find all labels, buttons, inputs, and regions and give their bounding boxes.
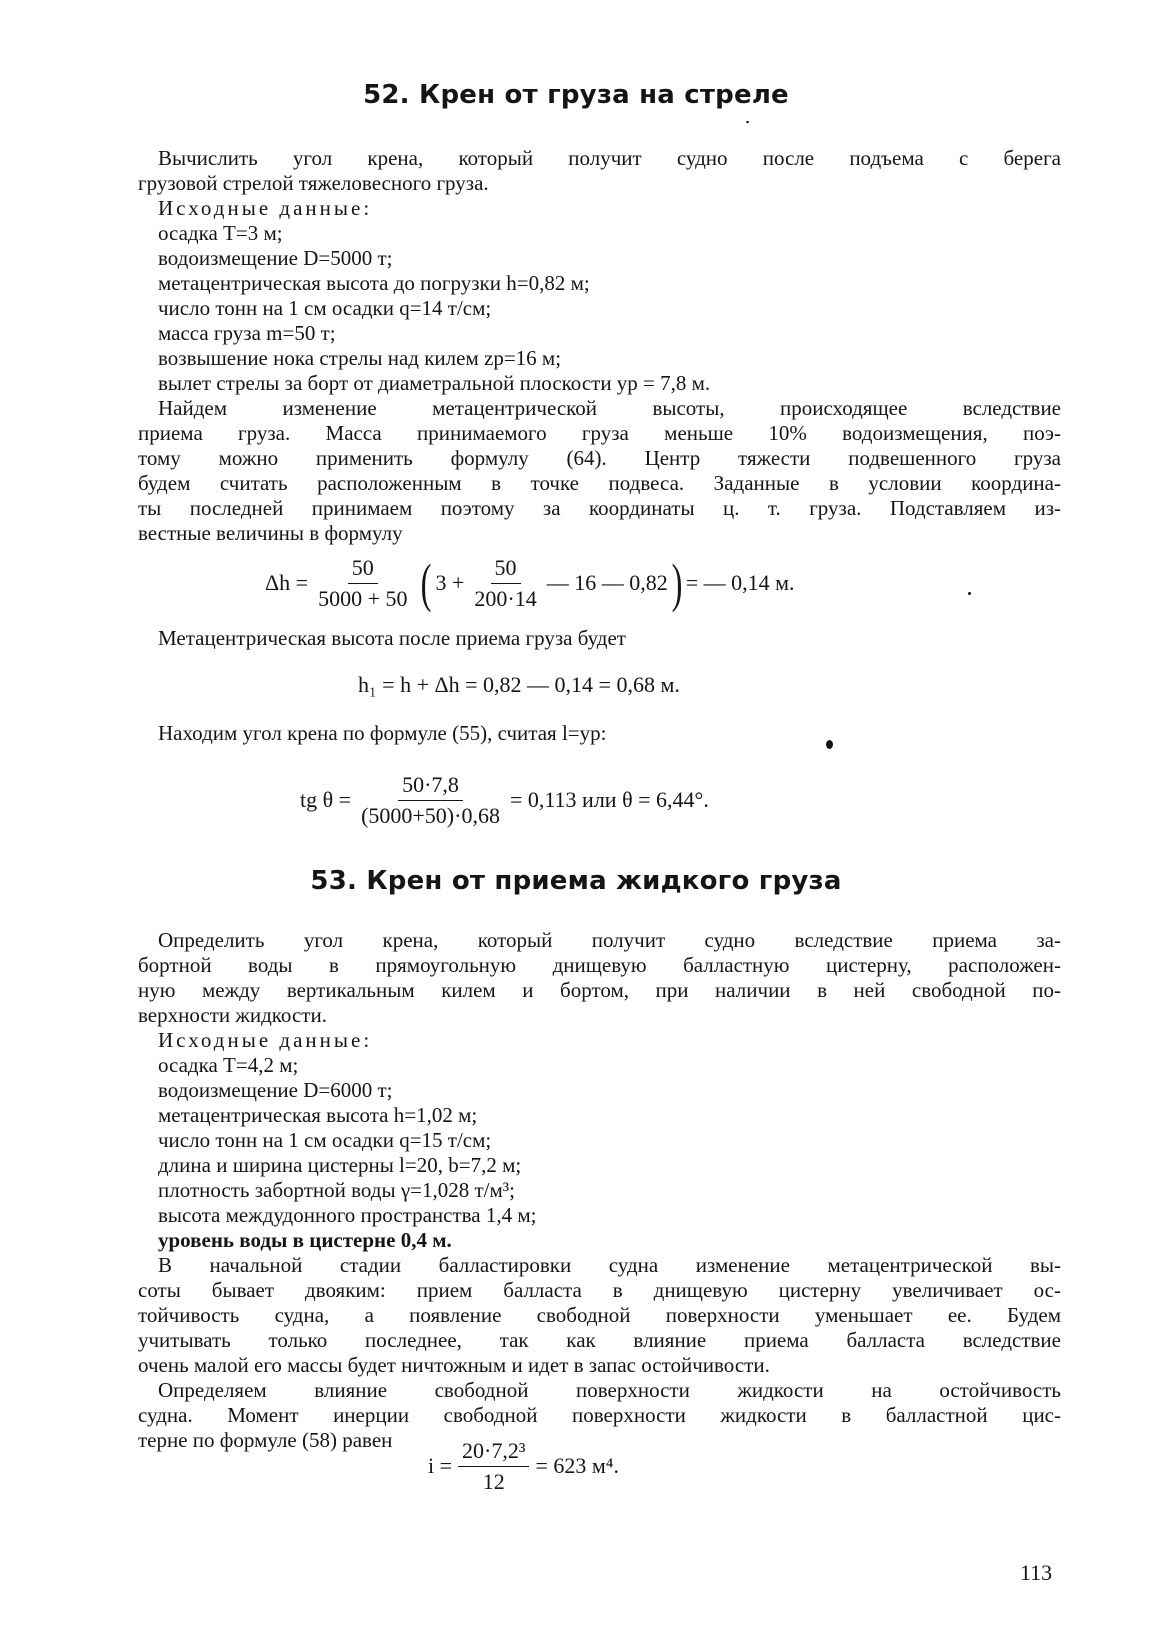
given-item: метацентрическая высота до погрузки h=0,82 м; [158, 271, 590, 295]
fraction-numerator: 50·7,8 [398, 773, 463, 801]
text-line: учитывать только последнее, так как влияние приема балласта вследствие [138, 1328, 1061, 1352]
formula-term: — 16 — 0,82 [546, 570, 668, 595]
formula-lhs: i = [428, 1453, 453, 1478]
text-line: бортной воды в прямоугольную днищевую балластную цистерну, расположен- [138, 953, 1061, 977]
text-line: тому можно применить формулу (64). Центр тяжести подвешенного груза [138, 446, 1061, 470]
formula-lhs: Δh = [265, 570, 309, 595]
fraction-numerator: 20·7,2³ [458, 1439, 529, 1467]
text-line: В начальной стадии балластировки судна изменение метацентрической вы- [158, 1253, 1061, 1277]
given-item: возвышение нока стрелы над килем zp=16 м; [158, 346, 562, 370]
formula-delta-h [265, 548, 795, 618]
text-line: Определить угол крена, который получит судно вследствие приема за- [158, 928, 1061, 952]
fraction [458, 1439, 529, 1494]
fraction-numerator: 50 [348, 556, 378, 584]
section-52-heading: 52. Крен от груза на стреле [363, 80, 789, 110]
scan-speck [746, 121, 749, 123]
formula-term: 3 + [435, 570, 465, 595]
given-item: осадка T=3 м; [158, 221, 283, 245]
scan-speck [968, 592, 971, 595]
scan-speck [826, 740, 833, 749]
formula-rhs: = 0,113 или θ = 6,44°. [509, 787, 709, 812]
given-data-label: Исходные данные: [158, 1028, 373, 1052]
given-item: высота междудонного пространства 1,4 м; [158, 1203, 537, 1227]
text-line: судна. Момент инерции свободной поверхности жидкости в балластной цис- [138, 1403, 1061, 1427]
formula-rhs: = 623 м⁴. [535, 1453, 619, 1478]
text-line: соты бывает двояким: прием балласта в днищевую цистерну увеличивает ос- [138, 1278, 1061, 1302]
fraction-denominator: 200·14 [474, 585, 537, 611]
given-item: плотность забортной воды γ=1,028 т/м³; [158, 1178, 515, 1202]
fraction-numerator: 50 [491, 556, 521, 584]
formula-text: h₁ = h + Δh = 0,82 — 0,14 = 0,68 м. [358, 672, 680, 697]
given-item: водоизмещение D=6000 т; [158, 1078, 393, 1102]
text-line: приема груза. Масса принимаемого груза меньше 10% водоизмещения, поэ- [138, 421, 1061, 445]
given-item: водоизмещение D=5000 т; [158, 246, 393, 270]
page-number: 113 [1020, 1560, 1053, 1585]
section-52-body [138, 146, 1061, 546]
given-item: длина и ширина цистерны l=20, b=7,2 м; [158, 1153, 522, 1177]
given-data-label: Исходные данные: [158, 196, 373, 220]
formula-lhs: tg θ = [300, 787, 352, 812]
text-line: тойчивость судна, а появление свободной поверхности уменьшает ее. Будем [138, 1303, 1061, 1327]
given-item: число тонн на 1 см осадки q=15 т/см; [158, 1128, 492, 1152]
fraction-denominator: 12 [482, 1468, 505, 1494]
text-line: Вычислить угол крена, который получит судно после подъема с берега [158, 146, 1061, 170]
right-paren: ) [671, 553, 683, 613]
fraction [470, 556, 540, 611]
text-line: грузовой стрелой тяжеловесного груза. [138, 171, 489, 195]
text-line: ты последней принимаем поэтому за координаты ц. т. груза. Подставляем из- [138, 496, 1061, 520]
formula-tg-theta [300, 768, 709, 832]
given-item: метацентрическая высота h=1,02 м; [158, 1103, 478, 1127]
section-53-body [138, 928, 1061, 1453]
text-after-formula-2 [138, 721, 1061, 746]
text-line: Находим угол крена по формуле (55), считая l=yp: [158, 721, 607, 745]
text-line: Метацентрическая высота после приема груза будет [158, 626, 626, 650]
text-line: вестные величины в формулу [138, 521, 403, 545]
given-item: осадка T=4,2 м; [158, 1053, 299, 1077]
text-line: будем считать расположенным в точке подвеса. Заданные в условии координа- [138, 471, 1061, 495]
section-53-heading: 53. Крен от приема жидкого груза [310, 866, 842, 896]
formula-h1 [358, 672, 680, 698]
fraction [357, 773, 504, 828]
formula-moment-of-inertia [428, 1434, 619, 1498]
text-line: Найдем изменение метацентрической высоты, происходящее вследствие [158, 396, 1061, 420]
given-item: число тонн на 1 см осадки q=14 т/см; [158, 296, 492, 320]
fraction [314, 556, 411, 611]
formula-rhs: = — 0,14 м. [685, 570, 795, 595]
text-line: очень малой его массы будет ничтожным и идет в запас остойчивости. [138, 1353, 770, 1377]
text-after-formula-1 [138, 626, 1061, 651]
fraction-denominator: (5000+50)·0,68 [361, 802, 500, 828]
text-line: ную между вертикальным килем и бортом, при наличии в ней свободной по- [138, 978, 1061, 1002]
text-line: терне по формуле (58) равен [138, 1428, 393, 1452]
left-paren: ( [421, 553, 432, 613]
text-line: Определяем влияние свободной поверхности жидкости на остойчивость [158, 1378, 1061, 1402]
fraction-denominator: 5000 + 50 [318, 585, 408, 611]
given-item: вылет стрелы за борт от диаметральной плоскости yp = 7,8 м. [158, 371, 711, 395]
given-item: уровень воды в цистерне 0,4 м. [158, 1228, 452, 1252]
given-item: масса груза m=50 т; [158, 321, 336, 345]
text-line: верхности жидкости. [138, 1003, 327, 1027]
